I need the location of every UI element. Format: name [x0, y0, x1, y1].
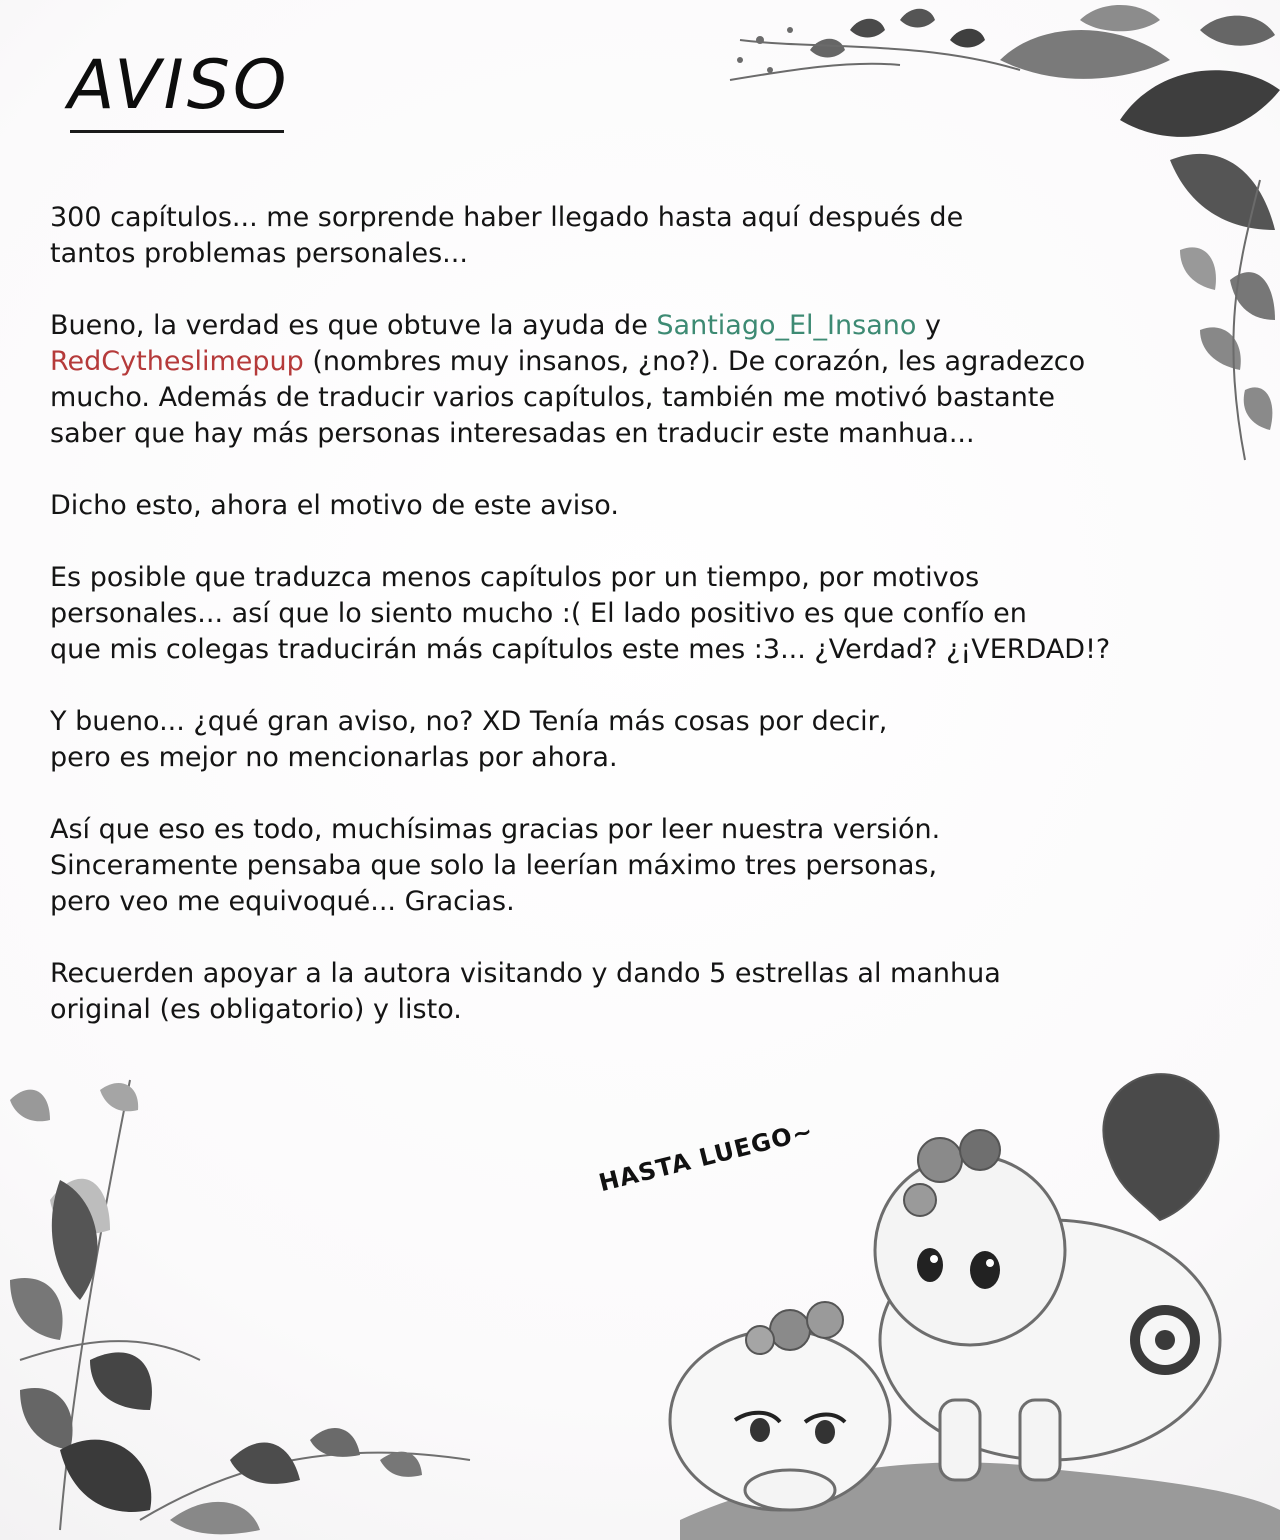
- text-line: pero veo me equivoqué... Gracias.: [50, 886, 515, 917]
- foliage-bottom-left-decoration: [0, 1060, 520, 1540]
- text-line: Y bueno... ¿qué gran aviso, no? XD Tenía más cosas por decir,: [50, 706, 888, 737]
- paragraph-support: [50, 956, 1130, 1028]
- text-line: Dicho esto, ahora el motivo de este aviso.: [50, 490, 619, 521]
- text-fragment: y: [916, 310, 941, 341]
- text-fragment: (nombres muy insanos, ¿no?). De corazón, les agradezco: [303, 346, 1086, 377]
- text-line: mucho. Además de traducir varios capítulos, también me motivó bastante: [50, 382, 1055, 413]
- notice-body: [50, 200, 1130, 1064]
- text-line: que mis colegas traducirán más capítulos este mes :3... ¿Verdad? ¿¡VERDAD!?: [50, 634, 1111, 665]
- text-line: original (es obligatorio) y listo.: [50, 994, 462, 1025]
- text-line: 300 capítulos... me sorprende haber llegado hasta aquí después de: [50, 202, 964, 233]
- title-underline: [70, 130, 284, 133]
- text-line: pero es mejor no mencionarlas por ahora.: [50, 742, 618, 773]
- paragraph-gratitude: [50, 812, 1130, 920]
- paragraph-reason: [50, 488, 1130, 524]
- text-line: Así que eso es todo, muchísimas gracias por leer nuestra versión.: [50, 814, 941, 845]
- text-line: Sinceramente pensaba que solo la leerían máximo tres personas,: [50, 850, 938, 881]
- notice-title: AVISO: [68, 46, 290, 125]
- helper-name-redcythe: RedCytheslimepup: [50, 346, 304, 377]
- creatures-illustration: [640, 1050, 1280, 1540]
- text-line: [50, 308, 1130, 344]
- paragraph-thanks: [50, 308, 1130, 452]
- paragraph-big-notice: [50, 704, 1130, 776]
- text-line: [50, 344, 1130, 380]
- text-line: personales... así que lo siento mucho :( El lado positivo es que confío en: [50, 598, 1027, 629]
- text-line: tantos problemas personales...: [50, 238, 468, 269]
- text-line: Recuerden apoyar a la autora visitando y dando 5 estrellas al manhua: [50, 958, 1001, 989]
- text-line: Es posible que traduzca menos capítulos por un tiempo, por motivos: [50, 562, 980, 593]
- text-line: saber que hay más personas interesadas en traducir este manhua...: [50, 418, 975, 449]
- signoff-text: HASTA LUEGO~: [596, 1116, 817, 1198]
- paragraph-fewer-chapters: [50, 560, 1130, 668]
- text-fragment: Bueno, la verdad es que obtuve la ayuda de: [50, 310, 657, 341]
- paragraph-intro: [50, 200, 1130, 272]
- helper-name-santiago: Santiago_El_Insano: [656, 310, 917, 341]
